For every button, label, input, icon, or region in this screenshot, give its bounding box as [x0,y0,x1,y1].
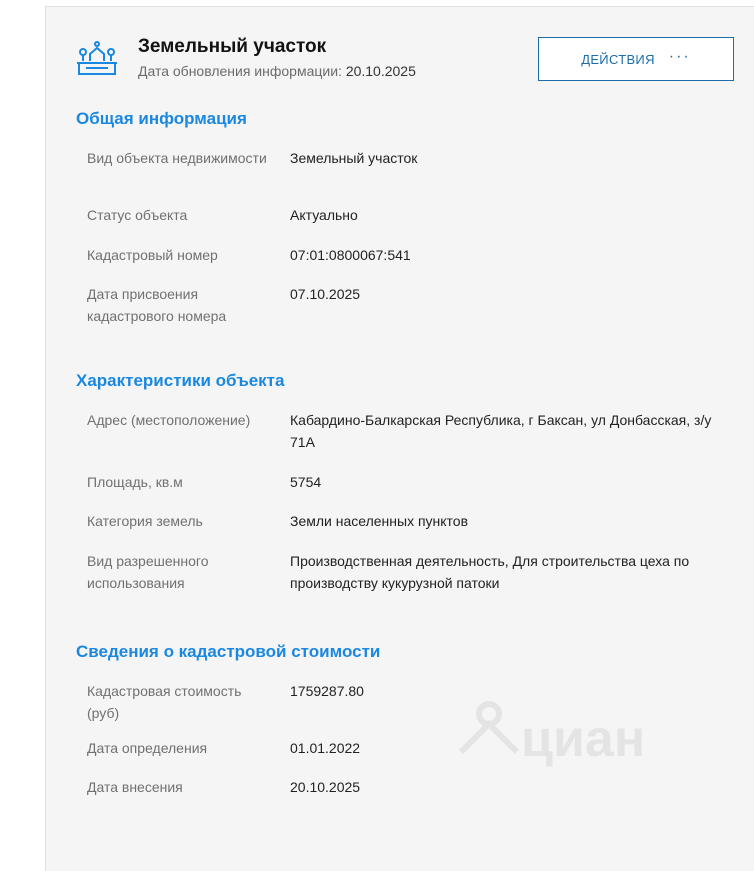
row-label: Кадастровый номер [87,247,218,263]
row-label: Площадь, кв.м [87,474,183,490]
row-label: Категория земель [87,513,203,529]
section-title-cadastral-value: Сведения о кадастровой стоимости [76,642,381,661]
more-dots-icon: ··· [668,48,691,65]
cian-watermark [451,692,681,787]
row-value: 5754 [290,474,322,490]
row-value: Производственная деятельность, Для строительства цеха по производству кукурузной патоки [290,553,690,591]
row-value: Актуально [290,207,358,223]
update-date: 20.10.2025 [345,63,416,79]
land-plot-icon [76,41,118,77]
row-value: 07:01:0800067:541 [290,247,411,263]
actions-button[interactable] [538,37,734,81]
row-value: Кабардино-Балкарская Республика, г Баксан, ул Донбасская, з/у 71А [290,412,712,450]
row-value: 01.01.2022 [290,740,361,756]
row-value: Земли населенных пунктов [290,513,469,529]
cian-logo-icon [451,692,681,782]
row-label: Адрес (местоположение) [87,412,251,428]
row-value: 20.10.2025 [290,779,361,795]
row-label: Статус объекта [87,207,188,223]
page-title: Земельный участок [138,36,327,57]
row-value: Земельный участок [290,150,418,166]
row-label: Дата определения [87,740,208,756]
actions-button-label: ДЕЙСТВИЯ [581,51,655,67]
section-title-characteristics: Характеристики объекта [76,371,285,390]
row-label: Вид разрешенного использования [87,553,209,591]
row-label: Вид объекта недвижимости [87,150,267,166]
row-label: Кадастровая стоимость (руб) [87,683,242,721]
row-label: Дата присвоения кадастрового номера [87,286,227,324]
row-value: 1759287.80 [290,683,364,699]
section-title-general: Общая информация [76,109,247,128]
update-info [138,63,416,79]
row-value: 07.10.2025 [290,286,361,302]
update-label: Дата обновления информации: [138,63,342,79]
property-card [45,6,754,871]
svg-text:циан: циан [521,710,646,768]
row-label: Дата внесения [87,779,183,795]
